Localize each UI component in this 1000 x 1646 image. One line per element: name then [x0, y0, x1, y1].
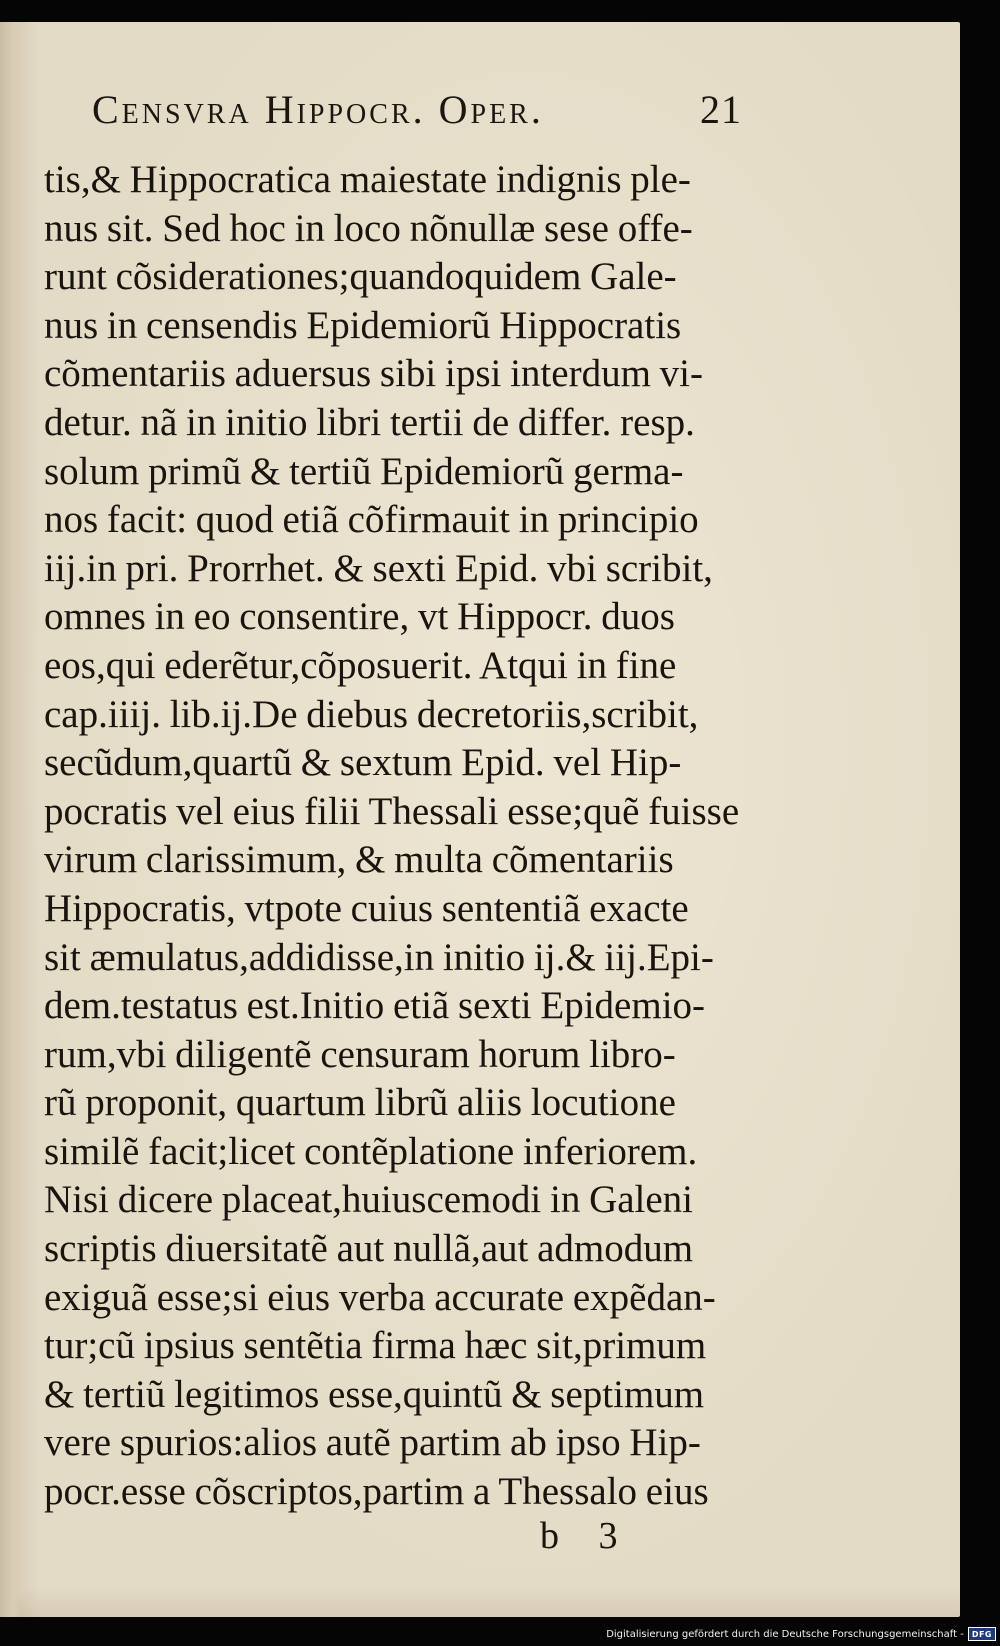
text-line: Hippocratis, vtpote cuius sententiã exacte	[44, 886, 689, 930]
text-line: detur. nã in initio libri tertii de differ. resp.	[44, 400, 695, 444]
text-line: dem.testatus est.Initio etiã sexti Epidemio-	[44, 984, 706, 1028]
text-line: rum,vbi diligentẽ censuram horum libro-	[44, 1032, 676, 1076]
credit-text: Digitalisierung gefördert durch die Deutsche Forschungsgemeinschaft -	[606, 1628, 964, 1640]
body-text	[44, 156, 760, 1517]
text-line: rũ proponit, quartum librũ aliis locutione	[44, 1081, 676, 1125]
text-line: eos,qui ederẽtur,cõposuerit. Atqui in fine	[44, 643, 677, 687]
running-title: Censvra Hippocr. Oper.	[92, 87, 544, 132]
text-line: tis,& Hippocratica maiestate indignis ple-	[44, 158, 691, 201]
text-line: cap.iiij. lib.ij.De diebus decretoriis,scribit,	[44, 692, 699, 736]
text-line: virum clarissimum, & multa cõmentariis	[44, 838, 674, 882]
page-gutter-shadow	[0, 22, 22, 1617]
text-line: solum primũ & tertiũ Epidemiorũ germa-	[44, 449, 684, 493]
text-line: secũdum,quartũ & sextum Epid. vel Hip-	[44, 741, 682, 785]
text-line: exiguã esse;si eius verba accurate expẽdan-	[44, 1275, 716, 1319]
text-line: nus in censendis Epidemiorũ Hippocratis	[44, 303, 682, 347]
text-line: vere spurios:alios autẽ partim ab ipso Hip-	[44, 1421, 701, 1465]
text-line: pocr.esse cõscriptos,partim a Thessalo eius	[44, 1470, 709, 1514]
text-line: iij.in pri. Prorrhet. & sexti Epid. vbi scribit,	[44, 546, 713, 590]
signature-mark: b 3	[540, 1515, 618, 1557]
text-line: similẽ facit;licet contẽplatione inferiorem.	[44, 1129, 698, 1173]
book-page	[0, 22, 960, 1617]
text-line: sit æmulatus,addidisse,in initio ij.& iij.Epi-	[44, 935, 714, 979]
text-line: & tertiũ legitimos esse,quintũ & septimum	[44, 1372, 705, 1416]
text-line: pocratis vel eius filii Thessali esse;quẽ fuisse	[44, 789, 740, 833]
text-line: cõmentariis aduersus sibi ipsi interdum vi-	[44, 352, 703, 396]
digitization-credit	[600, 1626, 996, 1642]
text-line: nus sit. Sed hoc in loco nõnullæ sese offe-	[44, 206, 693, 250]
dfg-logo-icon: DFG	[968, 1627, 996, 1641]
text-line: tur;cũ ipsius sentẽtia firma hæc sit,primum	[44, 1324, 707, 1368]
running-head	[92, 86, 742, 146]
page-number: 21	[700, 87, 742, 132]
text-line: Nisi dicere placeat,huiuscemodi in Galeni	[44, 1178, 694, 1222]
text-line: nos facit: quod etiã cõfirmauit in principio	[44, 498, 699, 542]
text-line: scriptis diuersitatẽ aut nullã,aut admodum	[44, 1227, 694, 1271]
text-line: runt cõsiderationes;quandoquidem Gale-	[44, 255, 677, 299]
text-line: omnes in eo consentire, vt Hippocr. duos	[44, 595, 675, 639]
